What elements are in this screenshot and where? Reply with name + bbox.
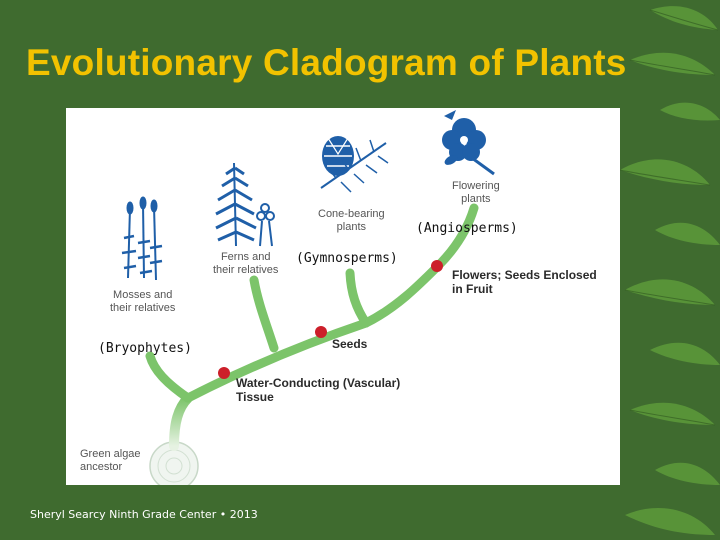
algae-label-line1: Green algae xyxy=(80,448,141,460)
moss-branch xyxy=(150,356,188,398)
bryophytes-label: (Bryophytes) xyxy=(98,341,192,356)
flowers-trait-line1: Flowers; Seeds Enclosed xyxy=(452,268,597,282)
pine-cone-icon xyxy=(321,136,388,192)
conifers-label xyxy=(318,208,385,234)
cladogram-panel xyxy=(66,108,620,485)
flowers-trait-line2: in Fruit xyxy=(452,282,493,296)
flowering-label-line2: plants xyxy=(461,193,491,205)
fern-icon xyxy=(216,163,274,246)
vascular-trait-line1: Water-Conducting (Vascular) xyxy=(236,376,401,390)
slide-footer: Sheryl Searcy Ninth Grade Center • 2013 xyxy=(30,508,258,521)
ferns-label xyxy=(213,251,278,277)
vascular-trait-label xyxy=(236,376,400,404)
trunk-branch xyxy=(174,398,188,446)
angiosperms-label: (Angiosperms) xyxy=(416,221,518,236)
flowering-label-line1: Flowering xyxy=(452,180,500,192)
conifers-label-line1: Cone-bearing xyxy=(318,208,385,220)
flowers-trait-label xyxy=(452,268,597,296)
ferns-label-line2: their relatives xyxy=(213,264,279,276)
mosses-label-line2: their relatives xyxy=(110,302,176,314)
mosses-label-line1: Mosses and xyxy=(113,289,173,301)
conifers-label-line2: plants xyxy=(336,221,366,233)
mosses-label xyxy=(110,289,175,315)
seeds-trait-label: Seeds xyxy=(332,337,368,351)
seeds-node xyxy=(315,326,327,338)
flowering-label xyxy=(452,180,500,206)
conifer-branch xyxy=(350,273,366,323)
moss-icon xyxy=(122,197,162,280)
vascular-node xyxy=(218,367,230,379)
flowering-branch xyxy=(438,208,474,266)
fern-branch xyxy=(254,280,274,348)
flower-icon xyxy=(442,110,494,174)
slide-title: Evolutionary Cladogram of Plants xyxy=(26,42,627,83)
vascular-trait-line2: Tissue xyxy=(236,390,274,404)
algae-label-line2: ancestor xyxy=(80,461,123,473)
flowers-node xyxy=(431,260,443,272)
algae-label xyxy=(80,448,141,474)
ferns-label-line1: Ferns and xyxy=(220,251,271,263)
cladogram-branches xyxy=(150,208,474,446)
gymnosperms-label: (Gymnosperms) xyxy=(296,251,398,266)
